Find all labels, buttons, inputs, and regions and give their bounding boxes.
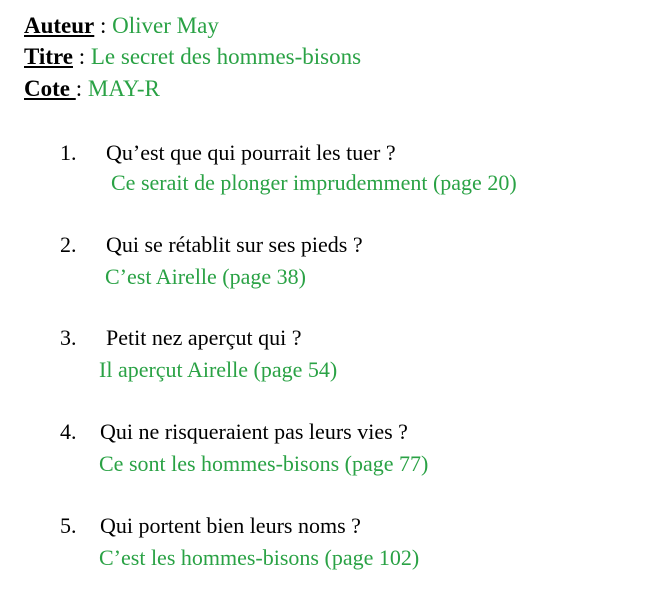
question-number: 2. (60, 232, 77, 257)
title-line (24, 43, 361, 71)
question-2 (60, 231, 363, 259)
author-separator: : (94, 13, 113, 38)
question-number: 5. (60, 513, 77, 538)
answer-4: Ce sont les hommes-bisons (page 77) (99, 451, 429, 476)
title-value: Le secret des hommes-bisons (90, 44, 362, 69)
question-3 (60, 324, 301, 352)
answer-5: C’est les hommes-bisons (page 102) (99, 545, 420, 570)
question-5 (60, 512, 361, 540)
answer-2: C’est Airelle (page 38) (105, 264, 306, 289)
cote-value: MAY-R (87, 76, 160, 101)
question-4 (60, 418, 408, 446)
author-value: Oliver May (112, 13, 219, 38)
question-text: Qui ne risqueraient pas leurs vies ? (100, 419, 408, 444)
title-label: Titre (24, 44, 73, 69)
title-separator: : (72, 44, 91, 69)
cote-separator: : (75, 76, 88, 101)
cote-line (24, 75, 160, 103)
cote-label: Cote (24, 76, 76, 101)
question-text: Petit nez aperçut qui ? (106, 325, 302, 350)
question-number: 4. (60, 419, 77, 444)
question-text: Qu’est que qui pourrait les tuer ? (106, 140, 396, 165)
question-number: 3. (60, 325, 77, 350)
question-text: Qui portent bien leurs noms ? (100, 513, 361, 538)
question-number: 1. (60, 140, 77, 165)
author-line (24, 12, 219, 40)
answer-3: Il aperçut Airelle (page 54) (99, 357, 338, 382)
answer-1: Ce serait de plonger imprudemment (page 20) (111, 170, 517, 195)
question-text: Qui se rétablit sur ses pieds ? (106, 232, 363, 257)
question-1 (60, 139, 396, 167)
author-label: Auteur (24, 13, 95, 38)
